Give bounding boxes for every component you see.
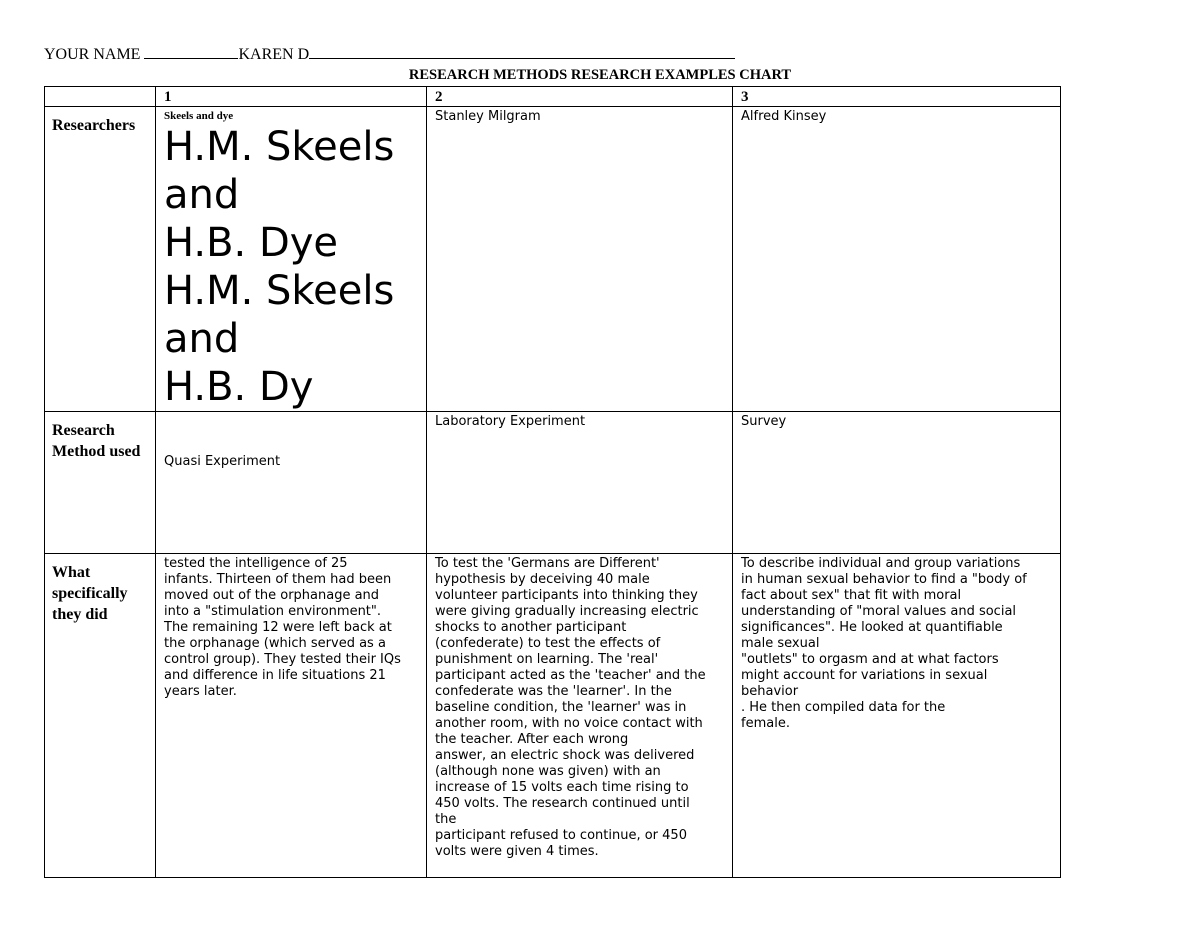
row-label-what: What specifically they did <box>45 554 156 878</box>
chart-title: RESEARCH METHODS RESEARCH EXAMPLES CHART <box>408 67 792 83</box>
name-blank <box>144 46 238 59</box>
column-header-2: 2 <box>427 87 733 107</box>
row-label-researchers: Researchers <box>45 107 156 412</box>
researchers-cell-3: Alfred Kinsey <box>733 107 1061 412</box>
name-value: KAREN D <box>238 46 310 63</box>
what-cell-1: tested the intelligence of 25 infants. Thirteen of them had been moved out of the orphanage and into a "stimulation environment". The remaining 12 were left back at the orphanage (which served as a control group). They tested their IQs and difference in life situations 21 years later. <box>156 554 427 878</box>
column-header-1: 1 <box>156 87 427 107</box>
column-header-3: 3 <box>733 87 1061 107</box>
method-cell-2: Laboratory Experiment <box>427 412 733 554</box>
name-underline <box>309 46 735 59</box>
what-row <box>45 554 1061 878</box>
method-cell-1: Quasi Experiment <box>156 412 427 554</box>
column-header-row <box>45 87 1061 107</box>
research-chart-table <box>44 86 1061 878</box>
researchers-cell-1 <box>156 107 427 412</box>
researchers-row <box>45 107 1061 412</box>
method-cell-3: Survey <box>733 412 1061 554</box>
corner-cell <box>45 87 156 107</box>
what-cell-3: To describe individual and group variations in human sexual behavior to find a "body of fact about sex" that fit with moral understanding of "moral values and social significances". He looked at quantifiable male sexual "outlets" to orgasm and at what factors might account for variations in sexual behavior . He then compiled data for the female. <box>733 554 1061 878</box>
name-line <box>44 46 735 64</box>
method-row <box>45 412 1061 554</box>
researchers-cell-1-names: H.M. Skeels and H.B. Dye H.M. Skeels and H.B. Dy <box>164 124 395 410</box>
name-label: YOUR NAME <box>44 46 145 63</box>
researchers-cell-2: Stanley Milgram <box>427 107 733 412</box>
what-cell-2: To test the 'Germans are Different' hypothesis by deceiving 40 male volunteer participants into thinking they were giving gradually increasing electric shocks to another participant (confederate) to test the effects of punishment on learning. The 'real' participant acted as the 'teacher' and the confederate was the 'learner'. In the baseline condition, the 'learner' was in another room, with no voice contact with the teacher. After each wrong answer, an electric shock was delivered (although none was given) with an increase of 15 volts each time rising to 450 volts. The research continued until the participant refused to continue, or 450 volts were given 4 times. <box>427 554 733 878</box>
researchers-cell-1-note: Skeels and dye <box>164 110 234 122</box>
row-label-method: Research Method used <box>45 412 156 554</box>
